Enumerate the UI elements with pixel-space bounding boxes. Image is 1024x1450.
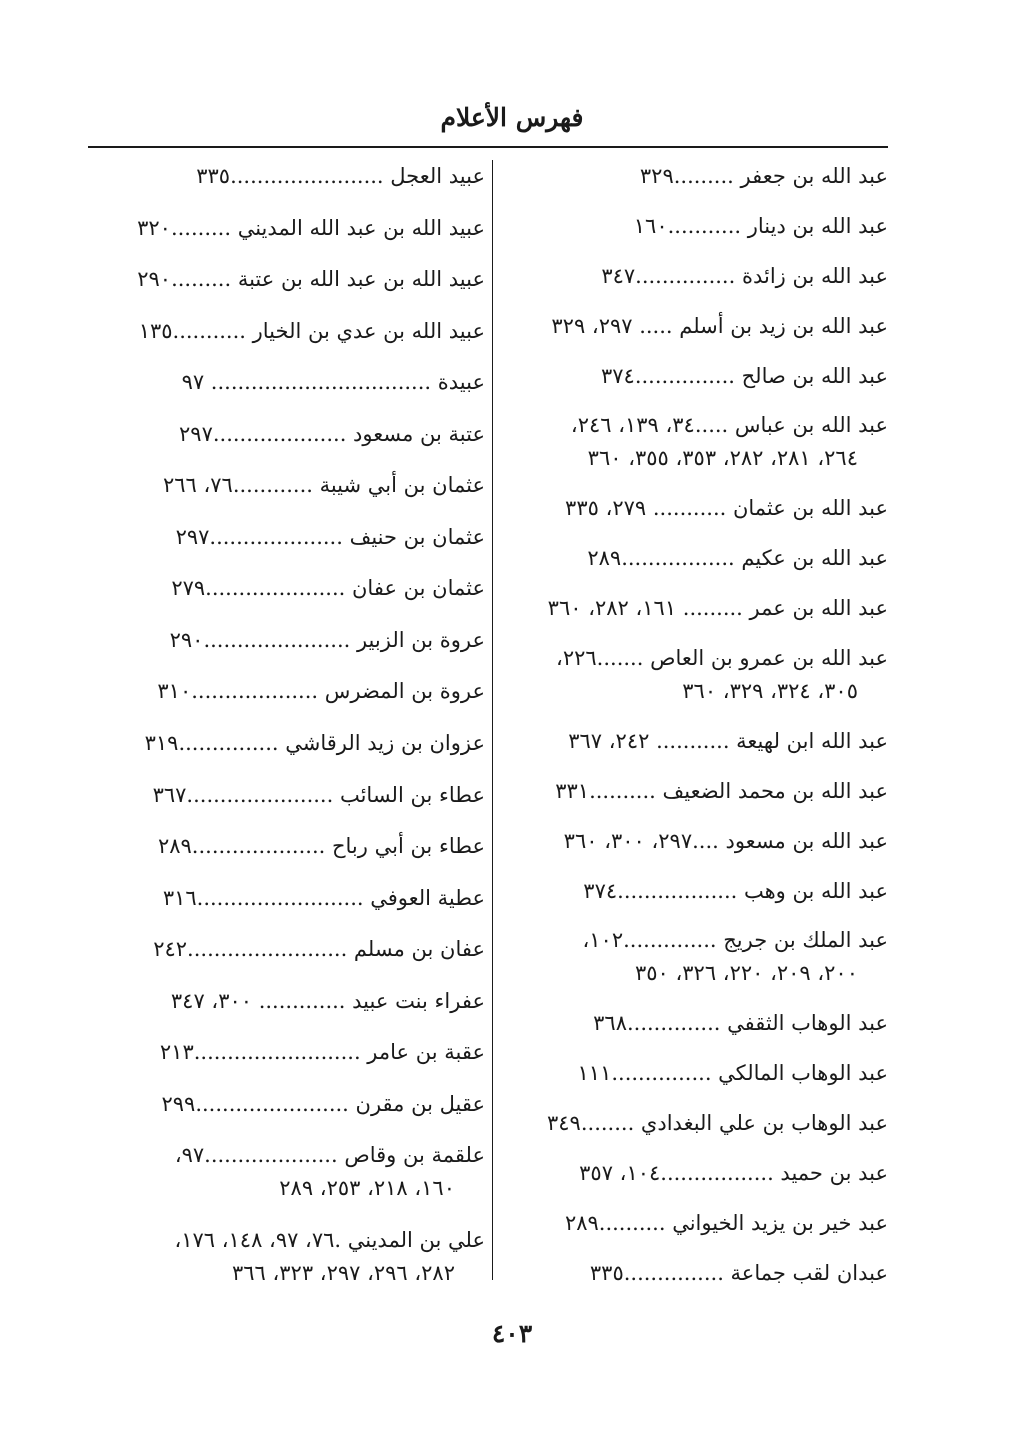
index-entry bbox=[85, 882, 485, 915]
index-entry bbox=[85, 160, 485, 193]
index-entry-line: عطاء بن السائب ......................٣٦٧ bbox=[152, 782, 485, 807]
index-entry-line: عقبة بن عامر .........................٢١٣ bbox=[159, 1040, 485, 1065]
index-entry bbox=[488, 642, 888, 708]
index-entry bbox=[488, 210, 888, 243]
index-entry bbox=[85, 779, 485, 812]
index-column-right bbox=[488, 160, 888, 1290]
index-entry-line: عفراء بنت عبيد ............. ٣٠٠، ٣٤٧ bbox=[170, 988, 485, 1013]
index-entry-continuation: ١٦٠، ٢١٨، ٢٥٣، ٢٨٩ bbox=[279, 1176, 455, 1201]
index-entry bbox=[488, 775, 888, 808]
index-entry-line: عبيد الله بن عبد الله المديني .........٣٢٠ bbox=[137, 215, 485, 240]
index-entry bbox=[85, 263, 485, 296]
index-entry bbox=[85, 521, 485, 554]
index-entry-line: عبد الله بن صالح ...............٣٧٤ bbox=[600, 363, 888, 388]
index-entry-line: عبد الله بن عمرو بن العاص .......٢٢٦، bbox=[556, 646, 888, 671]
index-entry-line: عروة بن الزبير ......................٢٩٠ bbox=[169, 627, 485, 652]
index-entry-line: عفان بن مسلم ........................٢٤٢ bbox=[153, 937, 485, 962]
index-entry bbox=[488, 924, 888, 990]
index-entry-line: عبد الله ابن لهيعة ........... ٢٤٢، ٣٦٧ bbox=[568, 728, 888, 753]
index-entry bbox=[85, 1224, 485, 1290]
index-entry-line: عزوان بن زيد الرقاشي ...............٣١٩ bbox=[144, 731, 485, 756]
index-entry bbox=[488, 592, 888, 625]
index-entry bbox=[488, 160, 888, 193]
index-entry-line: عبيد الله بن عدي بن الخيار ...........١٣٥ bbox=[138, 318, 485, 343]
index-entry-continuation: ٢٨٢، ٢٩٦، ٢٩٧، ٣٢٣، ٣٦٦ bbox=[231, 1260, 455, 1285]
index-entry-line: عثمان بن أبي شيبة ............٧٦، ٢٦٦ bbox=[162, 473, 485, 498]
index-entry-line: عتبة بن مسعود ....................٢٩٧ bbox=[179, 421, 485, 446]
index-entry-line: عبيدة ................................. ٩٧ bbox=[181, 370, 485, 395]
index-entry bbox=[488, 1107, 888, 1140]
index-entry bbox=[85, 675, 485, 708]
index-entry bbox=[488, 542, 888, 575]
index-entry-line: عبد الوهاب المالكي ...............١١١ bbox=[577, 1061, 888, 1086]
header-rule bbox=[88, 146, 888, 148]
index-entry bbox=[488, 1007, 888, 1040]
index-entry bbox=[488, 409, 888, 475]
index-entry-line: عثمان بن حنيف ....................٢٩٧ bbox=[175, 524, 485, 549]
index-entry-line: عبيد العجل .......................٣٣٥ bbox=[196, 164, 485, 188]
index-entry bbox=[85, 212, 485, 245]
index-entry bbox=[85, 830, 485, 863]
index-entry-line: عبد الله بن مسعود ....٢٩٧، ٣٠٠، ٣٦٠ bbox=[563, 828, 888, 853]
index-entry bbox=[488, 725, 888, 758]
index-entry-line: عبد الله بن عثمان ........... ٢٧٩، ٣٣٥ bbox=[565, 496, 888, 521]
index-entry bbox=[488, 360, 888, 393]
index-entry-line: عثمان بن عفان .....................٢٧٩ bbox=[171, 576, 485, 601]
index-entry bbox=[488, 260, 888, 293]
index-entry-line: عبد الله بن زائدة ...............٣٤٧ bbox=[601, 263, 888, 288]
index-entry bbox=[85, 727, 485, 760]
index-entry-line: عبد الله بن جعفر .........٣٢٩ bbox=[639, 164, 888, 188]
index-entry bbox=[85, 572, 485, 605]
index-entry bbox=[85, 315, 485, 348]
index-entry bbox=[85, 985, 485, 1018]
index-entry-line: عبد الوهاب الثقفي ..............٣٦٨ bbox=[593, 1011, 888, 1036]
index-entry-line: عبد الله بن زيد بن أسلم ..... ٢٩٧، ٣٢٩ bbox=[551, 313, 888, 338]
page-number: ٤٠٣ bbox=[491, 1319, 533, 1348]
index-entry-line: عبد الملك بن جريج ..............١٠٢، bbox=[582, 928, 888, 953]
index-entry bbox=[488, 1207, 888, 1240]
index-entry-line: عبيد الله بن عبد الله بن عتبة .........٢٩٠ bbox=[137, 267, 485, 292]
index-entry-line: عطاء بن أبي رباح ....................٢٨٩ bbox=[157, 834, 485, 859]
index-entry bbox=[85, 366, 485, 399]
index-entry-line: علي بن المديني .٧٦، ٩٧، ١٤٨، ١٧٦، bbox=[174, 1227, 485, 1252]
index-entry bbox=[85, 1088, 485, 1121]
index-entry-line: عبد الله بن وهب ..................٣٧٤ bbox=[583, 878, 888, 903]
index-entry-continuation: ٣٠٥، ٣٢٤، ٣٢٩، ٣٦٠ bbox=[682, 679, 858, 704]
index-entry bbox=[85, 469, 485, 502]
index-entry-line: عبد بن حميد .................١٠٤، ٣٥٧ bbox=[579, 1161, 888, 1186]
index-entry bbox=[488, 875, 888, 908]
index-entry bbox=[488, 1057, 888, 1090]
index-entry-line: علقمة بن وقاص ....................٩٧، bbox=[174, 1143, 485, 1168]
running-head-title: فهرس الأعلام bbox=[440, 103, 584, 132]
index-entry bbox=[488, 1157, 888, 1190]
index-entry-line: عبد الله بن دينار ...........١٦٠ bbox=[633, 213, 888, 238]
index-entry-line: عقيل بن مقرن .......................٢٩٩ bbox=[161, 1091, 485, 1116]
index-entry bbox=[488, 825, 888, 858]
index-entry bbox=[85, 1139, 485, 1205]
index-entry-line: عبد الله بن عمر ......... ١٦١، ٢٨٢، ٣٦٠ bbox=[547, 596, 888, 621]
index-entry bbox=[85, 624, 485, 657]
index-entry bbox=[85, 418, 485, 451]
index-entry bbox=[488, 310, 888, 343]
index-entry-line: عبد الله بن عكيم .................٢٨٩ bbox=[587, 546, 888, 571]
index-column-left bbox=[85, 160, 485, 1290]
index-entry-continuation: ٢٠٠، ٢٠٩، ٢٢٠، ٣٢٦، ٣٥٠ bbox=[634, 961, 858, 986]
index-entry bbox=[488, 1257, 888, 1290]
index-entry-line: عبد الله بن عباس .....٣٤، ١٣٩، ٢٤٦، bbox=[570, 413, 888, 438]
index-entry-line: عبدان لقب جماعة ...............٣٣٥ bbox=[589, 1260, 888, 1285]
index-entry-continuation: ٢٦٤، ٢٨١، ٢٨٢، ٣٥٣، ٣٥٥، ٣٦٠ bbox=[587, 446, 858, 471]
index-entry bbox=[85, 933, 485, 966]
column-divider bbox=[492, 160, 493, 1280]
index-entry bbox=[85, 1036, 485, 1069]
index-entry-line: عطية العوفي .........................٣١٦ bbox=[162, 885, 485, 910]
index-entry-line: عروة بن المضرس ...................٣١٠ bbox=[157, 679, 485, 704]
index-entry-line: عبد الوهاب بن علي البغدادي ........٣٤٩ bbox=[547, 1111, 888, 1136]
index-entry-line: عبد خير بن يزيد الخيواني ..........٢٨٩ bbox=[564, 1210, 888, 1235]
index-entry bbox=[488, 492, 888, 525]
index-entry-line: عبد الله بن محمد الضعيف ..........٣٣١ bbox=[555, 778, 888, 803]
